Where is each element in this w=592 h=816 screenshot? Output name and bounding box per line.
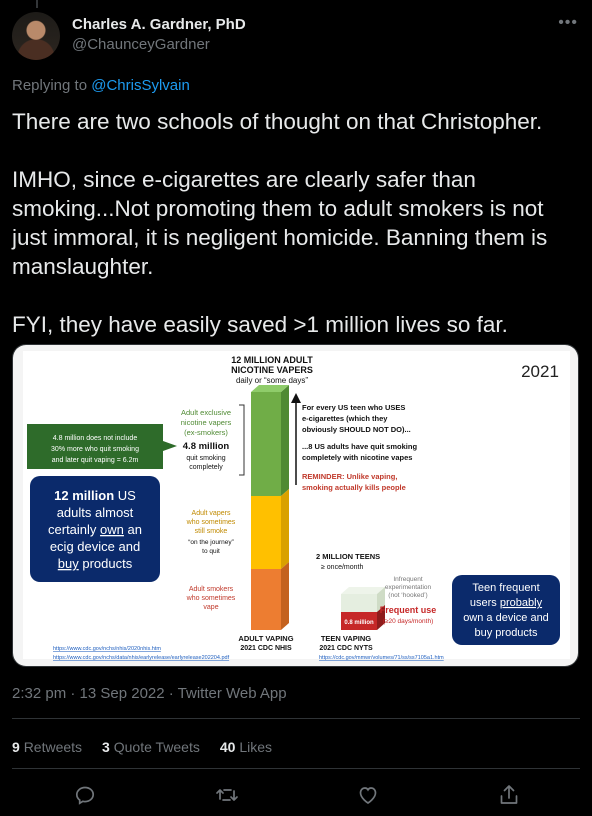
exclusive-label: completely — [189, 464, 223, 471]
exclusive-label: quit smoking — [186, 455, 226, 462]
like-button[interactable] — [356, 783, 380, 807]
tweet-timestamp[interactable]: 2:32 pm · 13 Sep 2022 · Twitter Web App — [12, 685, 287, 702]
smokers-label: vape — [203, 604, 219, 611]
replying-prefix: Replying to — [12, 77, 92, 94]
teen-ownership-line: users probably — [469, 597, 543, 609]
ownership-line: buy products — [57, 556, 133, 571]
tweet-media-image[interactable] — [12, 344, 579, 667]
tweet-text-line: IMHO, since e-cigarettes are clearly safer than smoking...Not promoting them to adult smokers is not just immoral, it is negligent homicide. Banning them is manslaughter. — [12, 167, 548, 279]
infrequent-label: Infrequent — [393, 576, 423, 583]
exclusive-label: (ex-smokers) — [184, 428, 228, 437]
reminder-text: smoking actually kills people — [302, 483, 406, 492]
action-bar — [0, 783, 592, 811]
like-icon — [356, 783, 380, 807]
tweet-text — [12, 107, 582, 339]
dual-label: still smoke — [194, 528, 228, 535]
dual-label: “on the journey” — [188, 539, 234, 546]
teen-ratio-text: completely with nicotine vapes — [302, 453, 413, 462]
teen-ownership-line: Teen frequent — [472, 582, 540, 594]
smokers-label: who sometimes — [186, 595, 236, 602]
note-line: 4.8 million does not include — [52, 435, 138, 442]
likes-count: 40 — [219, 739, 236, 755]
ownership-line: 12 million US — [54, 488, 136, 503]
quotes-count: 3 — [102, 739, 110, 755]
year-label: 2021 — [521, 362, 559, 381]
tweet-header — [12, 12, 582, 60]
bar-segment-smokers — [251, 569, 281, 630]
bar-segment-exclusive-vapers — [251, 392, 281, 496]
exclusive-label: Adult exclusive — [180, 408, 232, 417]
retweet-button[interactable] — [215, 783, 239, 807]
infrequent-label: experimentation — [384, 584, 432, 591]
bar-segment-dual-users — [251, 496, 281, 569]
share-button[interactable] — [497, 783, 521, 807]
ownership-line: certainly own an — [48, 522, 142, 537]
teen-ownership-line: own a device and — [463, 612, 549, 624]
divider — [12, 768, 580, 769]
tweet-text-line: FYI, they have easily saved >1 million lives so far. — [12, 312, 508, 337]
teens-title: 2 MILLION TEENS — [316, 552, 381, 561]
teen-ownership-line: buy products — [474, 627, 538, 639]
dual-label: to quit — [202, 548, 220, 555]
dual-label: Adult vapers — [191, 510, 231, 517]
teen-ratio-text: obviously SHOULD NOT DO)... — [302, 425, 411, 434]
source-link[interactable]: https://www.cdc.gov/nchs/data/nhis/earlyrelease/earlyrelease202204.pdf — [53, 655, 230, 661]
reminder-text: REMINDER: Unlike vaping, — [302, 472, 398, 481]
engagement-stats — [12, 739, 272, 755]
chart-title-2: NICOTINE VAPERS — [231, 365, 313, 375]
source-link[interactable]: https://www.cdc.gov/nchs/nhis/2020nhis.htm — [53, 646, 161, 652]
exclusive-value: 4.8 million — [182, 441, 230, 452]
infrequent-label: (not ‘hooked’) — [388, 592, 428, 599]
source-link[interactable]: https://cdc.gov/mmwr/volumes/71/ss/ss7105a1.htm — [319, 655, 444, 661]
likes-label: Likes — [239, 739, 273, 755]
avatar[interactable] — [12, 12, 60, 60]
replying-mention-link[interactable]: @ChrisSylvain — [91, 77, 190, 94]
likes-stat[interactable] — [220, 739, 272, 755]
teen-ratio-text: e-cigarettes (which they — [302, 414, 388, 423]
divider — [12, 718, 580, 719]
frequent-label: Frequent use — [379, 605, 437, 615]
adult-bar-source: 2021 CDC NHIS — [240, 645, 292, 652]
frequent-label: (≥20 days/month) — [382, 618, 434, 625]
dual-label: who sometimes — [186, 519, 236, 526]
author-handle[interactable]: @ChaunceyGardner — [72, 36, 210, 53]
tweet-text-line: There are two schools of thought on that Christopher. — [12, 109, 543, 134]
teen-ratio-text: ...8 US adults have quit smoking — [302, 442, 418, 451]
share-icon — [497, 783, 521, 807]
reply-icon — [73, 783, 97, 807]
replying-to — [12, 77, 190, 94]
reply-button[interactable] — [73, 783, 97, 807]
retweets-stat[interactable] — [12, 739, 82, 755]
chart-title-3: daily or “some days” — [235, 376, 309, 385]
teen-bar-label: TEEN VAPING — [320, 634, 372, 643]
thread-line — [36, 0, 38, 8]
ownership-line: adults almost — [56, 505, 134, 520]
note-line: 30% more who quit smoking — [51, 446, 139, 453]
teen-ratio-text: For every US teen who USES — [302, 403, 406, 412]
quote-tweets-stat[interactable] — [102, 739, 200, 755]
adult-vaping-bar — [251, 385, 289, 630]
chart-title-1: 12 MILLION ADULT — [231, 355, 313, 365]
teen-bar-source: 2021 CDC NYTS — [319, 645, 373, 652]
smokers-label: Adult smokers — [188, 586, 234, 593]
more-icon[interactable]: ••• — [558, 14, 578, 31]
adult-bar-label: ADULT VAPING — [238, 634, 294, 643]
quotes-label: Quote Tweets — [113, 739, 200, 755]
teens-subtitle: ≥ once/month — [321, 564, 364, 571]
ownership-line: ecig device and — [49, 539, 141, 554]
exclusive-label: nicotine vapers — [180, 418, 232, 427]
note-line: and later quit vaping = 6.2m — [51, 457, 139, 464]
frequent-value: 0.8 million — [344, 620, 374, 626]
retweets-label: Retweets — [23, 739, 83, 755]
retweets-count: 9 — [12, 739, 20, 755]
author-name[interactable]: Charles A. Gardner, PhD — [72, 16, 246, 33]
retweet-icon — [215, 783, 239, 807]
